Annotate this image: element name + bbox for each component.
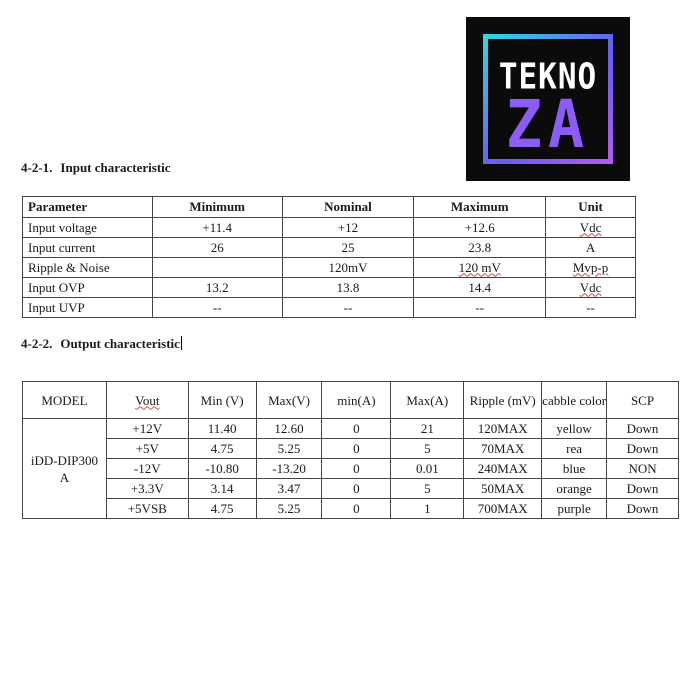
input-section-heading: [21, 160, 171, 176]
table-cell: --: [282, 298, 414, 318]
table-cell: Mvp-p: [546, 258, 636, 278]
header-cell: Ripple (mV): [464, 382, 542, 419]
table-cell: Down: [607, 439, 679, 459]
input-section-title: Input characteristic: [60, 160, 171, 175]
table-cell: Vdc: [546, 278, 636, 298]
table-cell: -12V: [106, 459, 188, 479]
table-row: [23, 419, 679, 439]
table-cell: 26: [152, 238, 282, 258]
header-cell: Unit: [546, 197, 636, 218]
table-cell: 11.40: [188, 419, 256, 439]
header-cell: Maximum: [414, 197, 546, 218]
table-cell: Down: [607, 479, 679, 499]
table-cell: -13.20: [256, 459, 322, 479]
header-cell: Min (V): [188, 382, 256, 419]
table-row: [23, 238, 636, 258]
logo-text-za: ZA: [505, 86, 591, 164]
input-section-number: 4-2-1.: [21, 160, 53, 175]
table-cell: Ripple & Noise: [23, 258, 153, 278]
table-cell: 12.60: [256, 419, 322, 439]
table-cell: Input voltage: [23, 218, 153, 238]
table-cell: --: [546, 298, 636, 318]
table-row: [23, 459, 679, 479]
table-cell: NON: [607, 459, 679, 479]
table-cell: 0.01: [391, 459, 464, 479]
table-cell: 0: [322, 419, 391, 439]
header-cell: Vout: [106, 382, 188, 419]
table-cell: 4.75: [188, 439, 256, 459]
table-row: [23, 499, 679, 519]
table-cell: -10.80: [188, 459, 256, 479]
table-cell: 3.47: [256, 479, 322, 499]
table-row: [23, 258, 636, 278]
output-characteristic-table: [22, 381, 679, 519]
output-section-title: Output characteristic: [60, 336, 180, 351]
table-cell: 5: [391, 479, 464, 499]
table-cell: [152, 258, 282, 278]
table-cell: --: [152, 298, 282, 318]
table-cell: 0: [322, 499, 391, 519]
table-cell: 0: [322, 459, 391, 479]
table-cell: purple: [542, 499, 607, 519]
table-cell: 3.14: [188, 479, 256, 499]
header-cell: Max(V): [256, 382, 322, 419]
table-cell: +12: [282, 218, 414, 238]
table-cell: 25: [282, 238, 414, 258]
table-cell: --: [414, 298, 546, 318]
table-cell: +5VSB: [106, 499, 188, 519]
model-cell: iDD-DIP300A: [23, 419, 107, 519]
table-row: [23, 439, 679, 459]
header-cell: Nominal: [282, 197, 414, 218]
table-cell: blue: [542, 459, 607, 479]
output-section-number: 4-2-2.: [21, 336, 53, 351]
header-cell: Minimum: [152, 197, 282, 218]
table-cell: +12V: [106, 419, 188, 439]
table-cell: 23.8: [414, 238, 546, 258]
table-cell: 5: [391, 439, 464, 459]
table-cell: 700MAX: [464, 499, 542, 519]
output-section-heading: [21, 336, 182, 352]
table-cell: 120 mV: [414, 258, 546, 278]
table-cell: 120MAX: [464, 419, 542, 439]
table-cell: 70MAX: [464, 439, 542, 459]
input-characteristic-table: [22, 196, 636, 318]
table-cell: Vdc: [546, 218, 636, 238]
table-cell: 13.2: [152, 278, 282, 298]
table-header-row: [23, 197, 636, 218]
header-cell: min(A): [322, 382, 391, 419]
table-cell: 21: [391, 419, 464, 439]
table-cell: +5V: [106, 439, 188, 459]
table-cell: 240MAX: [464, 459, 542, 479]
header-cell: Parameter: [23, 197, 153, 218]
table-cell: yellow: [542, 419, 607, 439]
table-row: [23, 218, 636, 238]
table-cell: 1: [391, 499, 464, 519]
logo-text-tekno: TEKNO: [498, 56, 598, 98]
table-row: [23, 278, 636, 298]
table-cell: 0: [322, 479, 391, 499]
table-cell: 0: [322, 439, 391, 459]
table-row: [23, 298, 636, 318]
table-cell: 5.25: [256, 499, 322, 519]
table-cell: orange: [542, 479, 607, 499]
table-cell: 13.8: [282, 278, 414, 298]
table-cell: Input OVP: [23, 278, 153, 298]
table-cell: 120mV: [282, 258, 414, 278]
table-row: [23, 479, 679, 499]
header-cell: MODEL: [23, 382, 107, 419]
table-cell: +12.6: [414, 218, 546, 238]
table-cell: A: [546, 238, 636, 258]
table-cell: Input UVP: [23, 298, 153, 318]
table-cell: Input current: [23, 238, 153, 258]
table-cell: Down: [607, 499, 679, 519]
text-cursor: [181, 336, 182, 350]
table-cell: +11.4: [152, 218, 282, 238]
table-cell: 50MAX: [464, 479, 542, 499]
tekno-za-logo: [466, 17, 630, 181]
header-cell: cabble color: [542, 382, 607, 419]
header-cell: Max(A): [391, 382, 464, 419]
table-cell: 5.25: [256, 439, 322, 459]
table-cell: 14.4: [414, 278, 546, 298]
header-cell: SCP: [607, 382, 679, 419]
table-cell: Down: [607, 419, 679, 439]
table-cell: +3.3V: [106, 479, 188, 499]
table-header-row: [23, 382, 679, 419]
table-cell: rea: [542, 439, 607, 459]
table-cell: 4.75: [188, 499, 256, 519]
